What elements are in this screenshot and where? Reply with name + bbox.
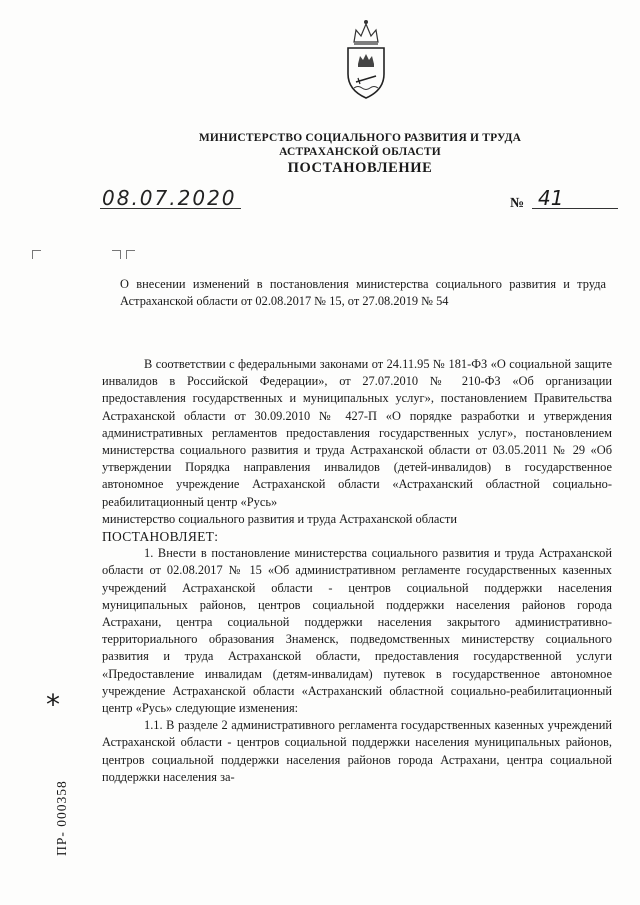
item-1-1-paragraph: 1.1. В разделе 2 административного регламента государственных казенных учреждений Астраханской области - центров социальной поддержки населения муниципальных районов, центров социальной поддержки населения районов города Астрахани, центра социальной поддержки населения за- <box>102 718 612 784</box>
authority-line: министерство социального развития и труда Астраханской области <box>102 511 457 526</box>
document-body <box>102 356 612 786</box>
margin-asterisk: * <box>46 688 60 721</box>
handwritten-number: 41 <box>532 188 618 209</box>
coat-of-arms-emblem <box>336 12 396 112</box>
ministry-name-line1: МИНИСТЕРСТВО СОЦИАЛЬНОГО РАЗВИТИЯ И ТРУДА <box>198 132 522 144</box>
corner-mark-mid-right <box>126 250 135 259</box>
preamble-paragraph: В соответствии с федеральными законами от 24.11.95 № 181-ФЗ «О социальной защите инвалидов в Российской Федерации», от 27.07.2010 № 210-ФЗ «Об организации предоставления государственных и муниципальных услуг», постановлением Правительства Астраханской области от 30.09.2010 № 427-П «О порядке разработки и утверждения административных регламентов предоставления государственных услуг», постановлением министерства социального развития и труда Астраханской области от 03.05.2011 № 29 «Об утверждении Порядка направления инвалидов (детей-инвалидов) в государственное автономное учреждение Астраханской области «Астраханский областной социально-реабилитационный центр «Русь» <box>102 357 612 509</box>
stamp-text: ПР- 000358 <box>54 780 69 856</box>
corner-mark-mid-left <box>112 250 121 259</box>
document-type-title: ПОСТАНОВЛЕНИЕ <box>287 160 433 176</box>
number-sign: № <box>510 196 525 211</box>
item-1-paragraph: 1. Внести в постановление министерства социального развития и труда Астраханской области от 02.08.2017 № 15 «Об административном регламенте государственных казенных учреждений Астраханской области - центров социальной поддержки населения муниципальных районов, центров социальной поддержки населения районов города Астрахани, центра социальной поддержки населения закрытого административно-территориального образования Знаменск, подведомственных министерству социального развития и труда Астраханской области, предоставления государственной услуги «Предоставление инвалидам (детям-инвалидам) путевок в государственное автономное учреждение Астраханской области «Астраханский областной социально-реабилитационный центр «Русь» следующие изменения: <box>102 546 612 716</box>
handwritten-date: 08.07.2020 <box>100 188 241 209</box>
resolves-heading: ПОСТАНОВЛЯЕТ: <box>102 529 219 545</box>
corner-mark-left <box>32 250 41 259</box>
ministry-name-line2: АСТРАХАНСКОЙ ОБЛАСТИ <box>279 146 441 158</box>
registration-stamp <box>44 760 69 880</box>
document-subject: О внесении изменений в постановления министерства социального развития и труда Астраханской области от 02.08.2017 № 15, от 27.08.2019 № 54 <box>120 277 606 308</box>
